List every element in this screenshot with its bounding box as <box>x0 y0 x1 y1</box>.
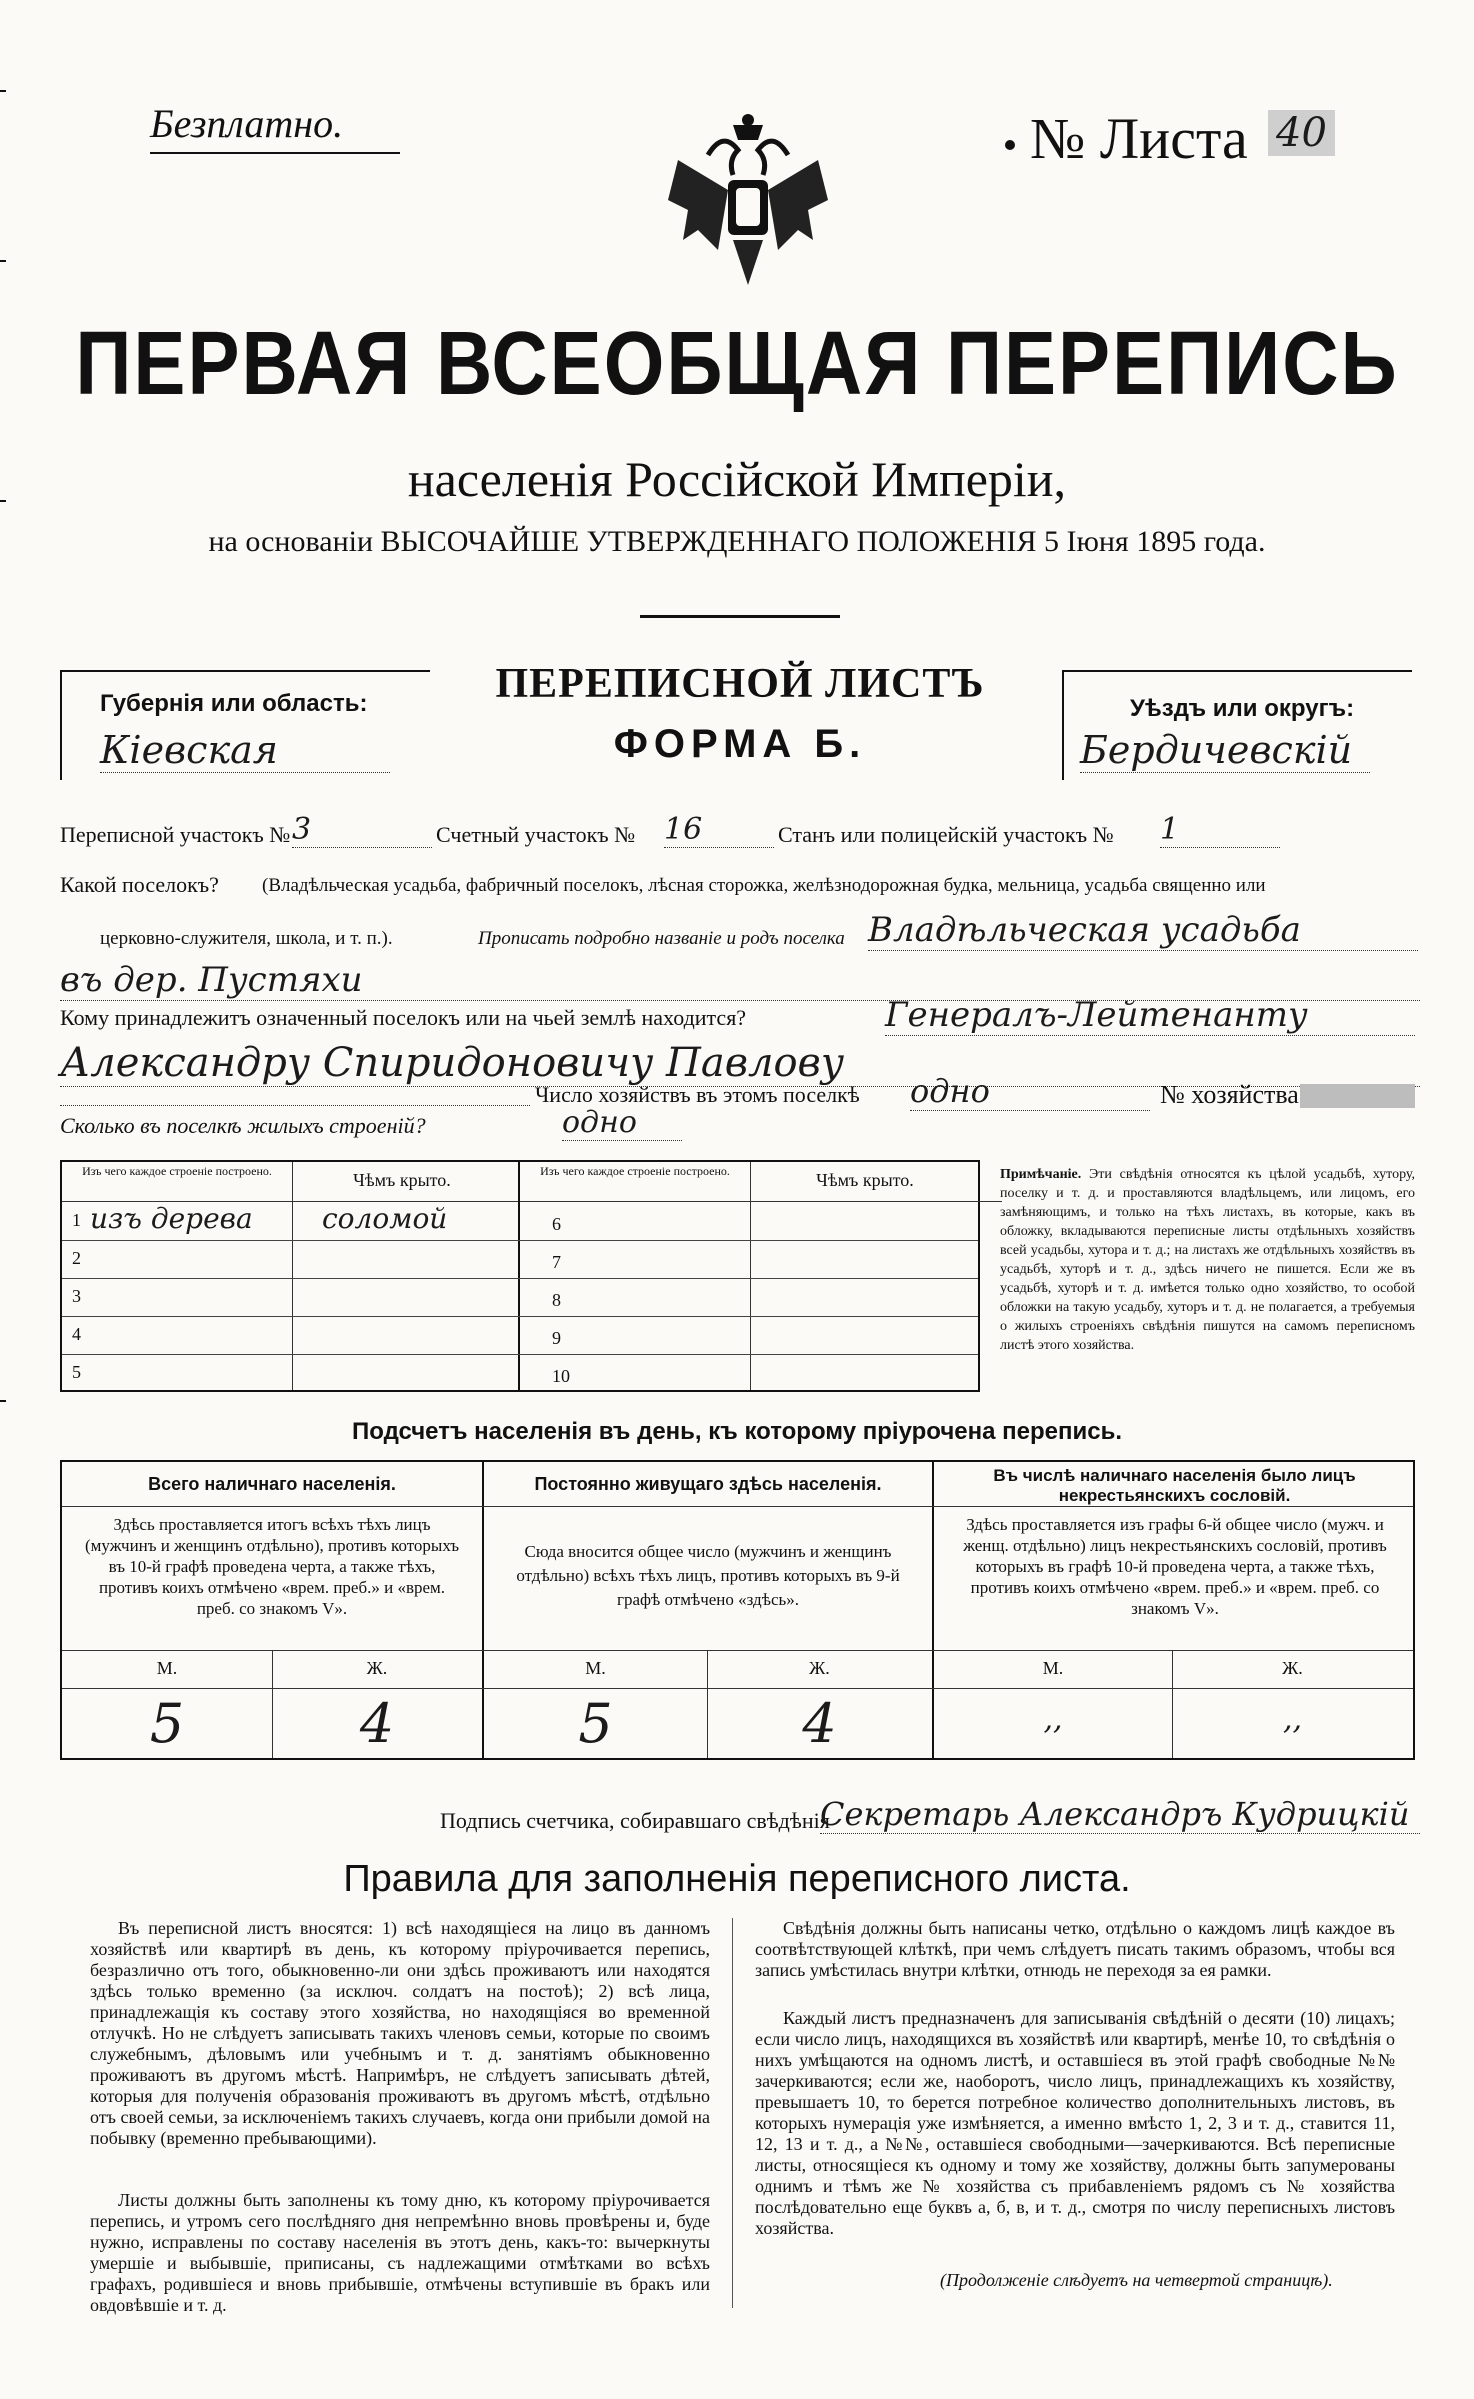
census-district-label: Переписной участокъ № <box>60 822 291 847</box>
buildings-value: одно <box>562 1105 682 1141</box>
margin-tick <box>0 1400 6 1402</box>
settlement-label: Какой поселокъ? <box>60 872 219 897</box>
material-col-header: Изъ чего каждое строеніе построено. <box>540 1164 730 1178</box>
row-number: 9 <box>552 1328 561 1348</box>
female-label: Ж. <box>809 1658 830 1678</box>
census-district-value: 3 <box>292 812 432 848</box>
non-peasant-header: Въ числѣ наличнаго населенія было лицъ некрестьянскихъ сословій. <box>993 1466 1356 1505</box>
signature-label: Подпись счетчика, собиравшаго свѣдѣнія <box>440 1808 830 1833</box>
buildings-table <box>60 1160 980 1392</box>
building-material: изъ дерева <box>90 1202 253 1235</box>
guberniya-label: Губернія или область: <box>100 690 368 717</box>
note-text: Эти свѣдѣнія относятся къ цѣлой усадьбѣ, хутору, поселку и т. д. и проставляются владѣльцемъ, или лицомъ, его замѣняющимъ, и только на тѣхъ листахъ, въ которые, какъ въ обложку, вкладываются переписные листы отдѣльныхъ хозяйствъ всей усадьбы, хутора и т. д.; на листахъ же отдѣльныхъ хозяйствъ въ усадьбѣ, хуторѣ и т. д., здѣсь ничего не пишется. Если же въ усадьбѣ, хуторѣ и т. д. имѣется только одно хозяйство, то особой обложки на такую усадьбу, хуторъ и т. д. не полагается, а требуемыя о жилыхъ строеніяхъ свѣдѣнія пишутся на самомъ переписномъ листѣ этого хозяйства. <box>1000 1167 1416 1353</box>
row-number: 10 <box>552 1366 570 1386</box>
household-number-label: № хозяйства <box>1160 1080 1299 1109</box>
dot-mark <box>1005 140 1015 150</box>
sheet-number-value: 40 <box>1268 110 1335 156</box>
settlement-instruction: Прописать подробно названіе и родъ поселка <box>478 928 845 949</box>
row-number: 4 <box>72 1324 81 1344</box>
guberniya-value: Кіевская <box>100 728 390 773</box>
uezd-box-left <box>1062 670 1064 780</box>
basis-line: на основаніи ВЫСОЧАЙШЕ УТВЕРЖДЕННАГО ПОЛОЖЕНІЯ 5 Іюня 1895 года. <box>208 525 1266 558</box>
roof-col-header: Чѣмъ крыто. <box>816 1170 914 1190</box>
margin-tick <box>0 260 6 262</box>
count-value: 5 <box>149 1692 185 1755</box>
subtitle: населенія Россійской Имперіи, <box>407 451 1067 507</box>
stan-value: 1 <box>1160 812 1280 848</box>
count-district-value: 16 <box>664 812 774 848</box>
building-roof: соломой <box>322 1202 448 1235</box>
count-district-label: Счетный участокъ № <box>436 822 636 847</box>
rules-right-paragraph-1: Свѣдѣнія должны быть написаны четко, отдѣльно о каждомъ лицѣ каждое въ соотвѣтствующей клѣткѣ, при чемъ слѣдуетъ писать такимъ образомъ, чтобы вся запись умѣстилась внутри клѣтки, отнюдь не переходя за ея рамки. <box>755 1918 1395 1980</box>
count-value: 4 <box>359 1692 395 1755</box>
settlement-value-2: въ дер. Пустяхи <box>60 960 1420 1001</box>
settlement-value-1: Владѣльческая усадьба <box>868 910 1418 951</box>
blank-line <box>60 1085 530 1106</box>
rules-title: Правила для заполненія переписного листа. <box>343 1858 1131 1900</box>
uezd-label: Уѣздъ или округъ: <box>1130 695 1355 722</box>
female-label: Ж. <box>366 1658 388 1678</box>
household-number-box <box>1300 1084 1415 1108</box>
count-value: ,, <box>1282 1702 1303 1737</box>
owner-label: Кому принадлежитъ означенный поселокъ или на чьей землѣ находится? <box>60 1005 747 1030</box>
male-label: М. <box>156 1658 178 1678</box>
households-label: Число хозяйствъ въ этомъ поселкѣ <box>535 1082 860 1107</box>
count-value: ,, <box>1043 1702 1063 1737</box>
row-number: 6 <box>552 1214 561 1234</box>
row-number: 1 <box>72 1210 81 1230</box>
rules-right-paragraph-2: Каждый листъ предназначенъ для записыванія свѣдѣній о десяти (10) лицахъ; если число лицъ, находящихся въ хозяйствѣ или квартирѣ, менѣе 10, то свѣдѣнія о нихъ умѣщаются на одномъ листѣ, и оставшіеся въ этой графѣ свободные №№ зачеркиваются; если же, наоборотъ, число лицъ, принадлежащихъ къ хозяйству, превышаетъ 10, то берется потребное количество дополнительныхъ листовъ, въ которыхъ нумерація уже измѣняется, а именно вмѣсто 1, 2, 3 и т. д., ставится 11, 12, 13 и т. д., а №№, оставшіеся свободными—зачеркиваются. Всѣ переписные листы, относящіеся къ одному и тому же хозяйству, должны быть запумерованы однимъ и тѣмъ же № хозяйства съ прибавленіемъ рядомъ съ № хозяйства послѣдовательно еще буквъ а, б, в, и т. д., смотря по числу переписныхъ листовъ хозяйства. <box>755 2008 1395 2238</box>
uezd-value: Бердичевскій <box>1080 728 1370 773</box>
continued-note: (Продолженіе слѣдуетъ на четвертой страницѣ). <box>940 2270 1333 2290</box>
free-label: Безплатно. <box>150 101 344 146</box>
count-value: 4 <box>802 1692 837 1755</box>
signature-value: Секретарь Александръ Кудрицкій <box>820 1795 1420 1834</box>
non-peasant-text: Здѣсь проставляется изъ графы 6-й общее число (мужч. и женщ. отдѣльно) лицъ некрестьянскихъ сословій, противъ которыхъ въ графѣ 10-й проведена черта, а также тѣхъ, противъ коихъ отмѣчено «врем. преб.» и «врем. преб. со знакомъ V». <box>963 1515 1387 1618</box>
female-label: Ж. <box>1282 1658 1303 1678</box>
form-title: ФОРМА Б. <box>613 722 867 766</box>
count-title: Подсчетъ населенія въ день, къ которому пріурочена перепись. <box>352 1418 1122 1445</box>
row-number: 2 <box>72 1248 81 1268</box>
buildings-label: Сколько въ поселкѣ жилыхъ строеній? <box>60 1113 426 1138</box>
roof-col-header: Чѣмъ крыто. <box>353 1170 451 1190</box>
free-underline <box>150 152 400 154</box>
margin-tick <box>0 90 6 92</box>
settlement-hint-1: (Владѣльческая усадьба, фабричный поселокъ, лѣсная сторожка, желѣзнодорожная будка, мельница, усадьба священно или <box>262 875 1266 896</box>
note <box>1000 1165 1415 1355</box>
count-value: 5 <box>578 1692 613 1755</box>
rules-left-paragraph-2: Листы должны быть заполнены къ тому дню, къ которому пріурочивается перепись, и утромъ сего послѣдняго дня непремѣнно вновь провѣрены и, буде нужно, исправлены по составу населенія въ этотъ день, какъ-то: вычеркнуты умершіе и выбывшіе, приписаны, съ надлежащими отмѣтками во всѣхъ графахъ, родившіеся и вновь прибывшіе, отмѣчены вступившіе въ бракъ или овдовѣвшіе и т. д. <box>90 2190 710 2315</box>
owner-value-2: Александру Спиридоновичу Павлову <box>60 1040 1420 1087</box>
male-label: М. <box>1042 1658 1064 1678</box>
rules-divider <box>732 1918 733 2308</box>
double-headed-eagle-icon <box>648 80 848 300</box>
row-number: 7 <box>552 1252 561 1272</box>
total-population-text: Здѣсь проставляется итогъ всѣхъ тѣхъ лицъ (мужчинъ и женщинъ отдѣльно), противъ которыхъ въ 10-й графѣ проведена черта, а также тѣхъ, противъ коихъ отмѣчено «врем. преб.» и «врем. преб. со знакомъ V». <box>85 1515 459 1618</box>
material-col-header: Изъ чего каждое строеніе построено. <box>82 1164 272 1178</box>
permanent-population-text: Сюда вносится общее число (мужчинъ и женщинъ отдѣльно) всѣхъ тѣхъ лицъ, противъ которыхъ въ 9-й графѣ отмѣчено «здѣсь». <box>516 1542 900 1609</box>
row-number: 8 <box>552 1290 561 1310</box>
households-value: одно <box>910 1072 1150 1111</box>
sheet-number-label: № Листа <box>1030 106 1248 171</box>
sheet-title: ПЕРЕПИСНОЙ ЛИСТЪ <box>495 661 985 707</box>
uezd-box-top <box>1062 670 1412 672</box>
permanent-population-header: Постоянно живущаго здѣсь населенія. <box>534 1474 882 1494</box>
row-number: 3 <box>72 1286 81 1306</box>
title-divider <box>640 615 840 618</box>
guberniya-box-left <box>60 670 62 780</box>
row-number: 5 <box>72 1362 81 1382</box>
rules-left-paragraph-1: Въ переписной листъ вносятся: 1) всѣ находящіеся на лицо въ данномъ хозяйствѣ или квартирѣ въ день, къ которому пріурочивается перепись, безразлично отъ того, обыкновенно-ли они здѣсь проживаютъ или находятся здѣсь только временно (за исключ. солдатъ на постоѣ); 2) всѣ лица, принадлежащія къ составу этого хозяйства, но находящіяся во временной отлучкѣ. Но не слѣдуетъ записывать такихъ членовъ семьи, которые по своимъ служебнымъ, дѣловымъ или учебнымъ и т. д. занятіямъ обыкновенно проживаютъ въ другомъ мѣстѣ. Напримѣръ, не слѣдуетъ записывать дѣтей, которыя для полученія образованія проживаютъ въ другомъ мѣстѣ, отдѣльно отъ своей семьи, за исключеніемъ такихъ случаевъ, когда они прибыли домой на побывку (временно пребывающими). <box>90 1918 710 2148</box>
male-label: М. <box>585 1658 606 1678</box>
owner-value-1: Генералъ-Лейтенанту <box>885 995 1415 1036</box>
main-title: ПЕРВАЯ ВСЕОБЩАЯ ПЕРЕПИСЬ <box>75 312 1399 414</box>
count-table <box>60 1460 1415 1760</box>
guberniya-box-top <box>60 670 430 672</box>
note-head: Примѣчаніе. <box>1000 1167 1082 1182</box>
settlement-hint-2: церковно-служителя, школа, и т. п.). <box>100 928 393 949</box>
stan-label: Станъ или полицейскій участокъ № <box>778 822 1114 847</box>
total-population-header: Всего наличнаго населенія. <box>148 1474 396 1494</box>
